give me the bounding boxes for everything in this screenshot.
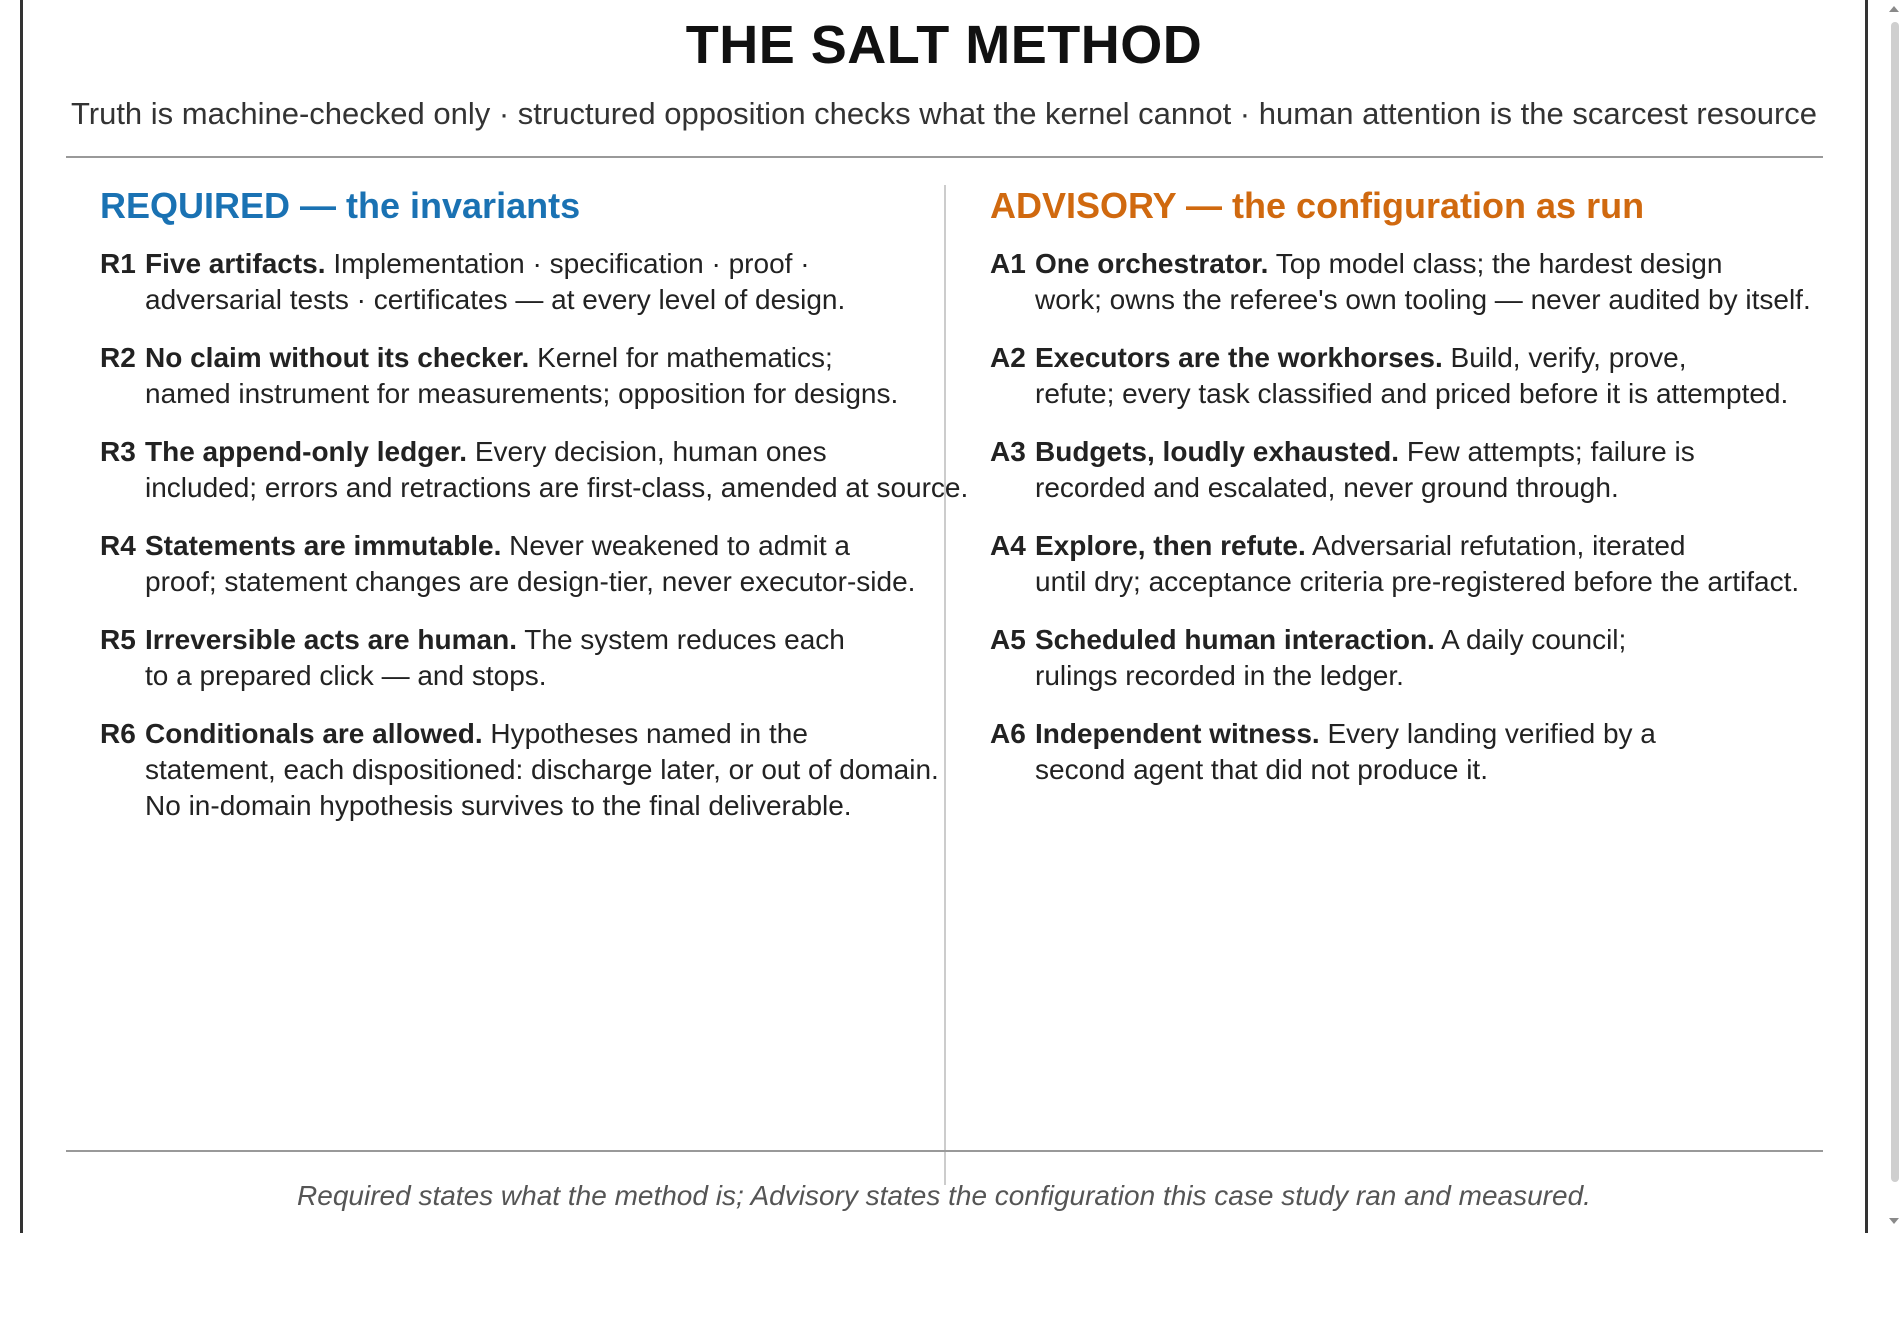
advisory-item-code: A1 bbox=[990, 248, 1026, 279]
advisory-item-a2 bbox=[990, 340, 1811, 412]
scroll-down-arrow-icon[interactable] bbox=[1889, 1218, 1899, 1224]
required-item-code: R1 bbox=[100, 248, 136, 279]
top-divider-rule bbox=[66, 156, 1823, 158]
required-item-code: R6 bbox=[100, 718, 136, 749]
required-item-r5 bbox=[100, 622, 968, 694]
required-item-code: R5 bbox=[100, 624, 136, 655]
advisory-item-heading: Executors are the workhorses. bbox=[1035, 342, 1443, 373]
advisory-item-text: Top model class; the hardest design bbox=[1275, 248, 1723, 279]
required-item-line: included; errors and retractions are first-class, amended at source. bbox=[145, 472, 969, 503]
page-border-right bbox=[1865, 0, 1868, 1233]
advisory-item-code: A5 bbox=[990, 624, 1026, 655]
page-subtitle: Truth is machine-checked only · structured opposition checks what the kernel cannot · human attention is the scarcest resource bbox=[70, 96, 1818, 131]
required-item-r6 bbox=[100, 716, 968, 824]
required-item-line: adversarial tests · certificates — at every level of design. bbox=[145, 284, 846, 315]
advisory-item-line: work; owns the referee's own tooling — never audited by itself. bbox=[1035, 284, 1811, 315]
required-item-text: The system reduces each bbox=[524, 624, 845, 655]
advisory-item-line: until dry; acceptance criteria pre-registered before the artifact. bbox=[1035, 566, 1800, 597]
advisory-item-heading: Scheduled human interaction. bbox=[1035, 624, 1435, 655]
required-item-line: to a prepared click — and stops. bbox=[145, 660, 547, 691]
advisory-heading: ADVISORY — the configuration as run bbox=[990, 185, 1645, 226]
advisory-item-line: rulings recorded in the ledger. bbox=[1035, 660, 1404, 691]
required-item-code: R2 bbox=[100, 342, 136, 373]
advisory-item-a3 bbox=[990, 434, 1811, 506]
required-item-line bbox=[145, 528, 968, 564]
advisory-item-a6 bbox=[990, 716, 1811, 788]
required-item-line: statement, each dispositioned: discharge later, or out of domain. bbox=[145, 754, 939, 785]
advisory-item-line bbox=[1035, 528, 1811, 564]
advisory-item-line bbox=[1035, 434, 1811, 470]
required-item-text: Hypotheses named in the bbox=[490, 718, 808, 749]
advisory-item-heading: Budgets, loudly exhausted. bbox=[1035, 436, 1400, 467]
required-heading: REQUIRED — the invariants bbox=[100, 185, 581, 226]
advisory-item-text: Build, verify, prove, bbox=[1450, 342, 1687, 373]
required-item-heading: Five artifacts. bbox=[145, 248, 326, 279]
required-item-line: No in-domain hypothesis survives to the final deliverable. bbox=[145, 790, 852, 821]
advisory-item-line bbox=[1035, 716, 1811, 752]
required-item-line: named instrument for measurements; opposition for designs. bbox=[145, 378, 899, 409]
required-item-heading: The append-only ledger. bbox=[145, 436, 468, 467]
advisory-item-code: A4 bbox=[990, 530, 1026, 561]
advisory-item-line bbox=[1035, 622, 1811, 658]
advisory-item-text: Adversarial refutation, iterated bbox=[1311, 530, 1686, 561]
advisory-item-line: recorded and escalated, never ground through. bbox=[1035, 472, 1619, 503]
required-list bbox=[100, 246, 968, 846]
required-item-r2 bbox=[100, 340, 968, 412]
required-item-heading: Irreversible acts are human. bbox=[145, 624, 517, 655]
advisory-item-heading: One orchestrator. bbox=[1035, 248, 1269, 279]
required-item-r1 bbox=[100, 246, 968, 318]
required-item-r4 bbox=[100, 528, 968, 600]
required-item-line bbox=[145, 340, 968, 376]
required-item-line bbox=[145, 716, 968, 752]
footnote: Required states what the method is; Advisory states the configuration this case study ran and measured. bbox=[297, 1180, 1591, 1211]
advisory-item-code: A3 bbox=[990, 436, 1026, 467]
bottom-divider-rule bbox=[66, 1150, 1823, 1152]
advisory-item-a5 bbox=[990, 622, 1811, 694]
advisory-item-text: Every landing verified by a bbox=[1327, 718, 1656, 749]
required-item-text: Kernel for mathematics; bbox=[537, 342, 833, 373]
advisory-item-a1 bbox=[990, 246, 1811, 318]
advisory-list bbox=[990, 246, 1811, 810]
required-item-line bbox=[145, 434, 968, 470]
advisory-item-heading: Independent witness. bbox=[1035, 718, 1320, 749]
required-item-text: Every decision, human ones bbox=[474, 436, 827, 467]
required-item-text: Never weakened to admit a bbox=[509, 530, 850, 561]
required-item-code: R3 bbox=[100, 436, 136, 467]
required-item-heading: Statements are immutable. bbox=[145, 530, 502, 561]
advisory-item-text: Few attempts; failure is bbox=[1406, 436, 1695, 467]
required-item-text: Implementation · specification · proof · bbox=[333, 248, 810, 279]
advisory-item-line: second agent that did not produce it. bbox=[1035, 754, 1488, 785]
advisory-item-line bbox=[1035, 340, 1811, 376]
advisory-item-text: A daily council; bbox=[1441, 624, 1627, 655]
vertical-scrollbar[interactable] bbox=[1885, 0, 1904, 1233]
advisory-item-code: A2 bbox=[990, 342, 1026, 373]
required-item-r3 bbox=[100, 434, 968, 506]
required-item-line bbox=[145, 246, 968, 282]
page-border-left bbox=[20, 0, 23, 1233]
advisory-item-line: refute; every task classified and priced before it is attempted. bbox=[1035, 378, 1789, 409]
advisory-item-code: A6 bbox=[990, 718, 1026, 749]
required-item-line bbox=[145, 622, 968, 658]
advisory-item-a4 bbox=[990, 528, 1811, 600]
scroll-up-arrow-icon[interactable] bbox=[1889, 6, 1899, 12]
advisory-item-line bbox=[1035, 246, 1811, 282]
required-item-heading: No claim without its checker. bbox=[145, 342, 530, 373]
required-item-heading: Conditionals are allowed. bbox=[145, 718, 483, 749]
advisory-item-heading: Explore, then refute. bbox=[1035, 530, 1306, 561]
page-title: THE SALT METHOD bbox=[685, 15, 1203, 75]
required-item-line: proof; statement changes are design-tier, never executor-side. bbox=[145, 566, 916, 597]
scrollbar-thumb[interactable] bbox=[1891, 22, 1899, 1182]
required-item-code: R4 bbox=[100, 530, 136, 561]
